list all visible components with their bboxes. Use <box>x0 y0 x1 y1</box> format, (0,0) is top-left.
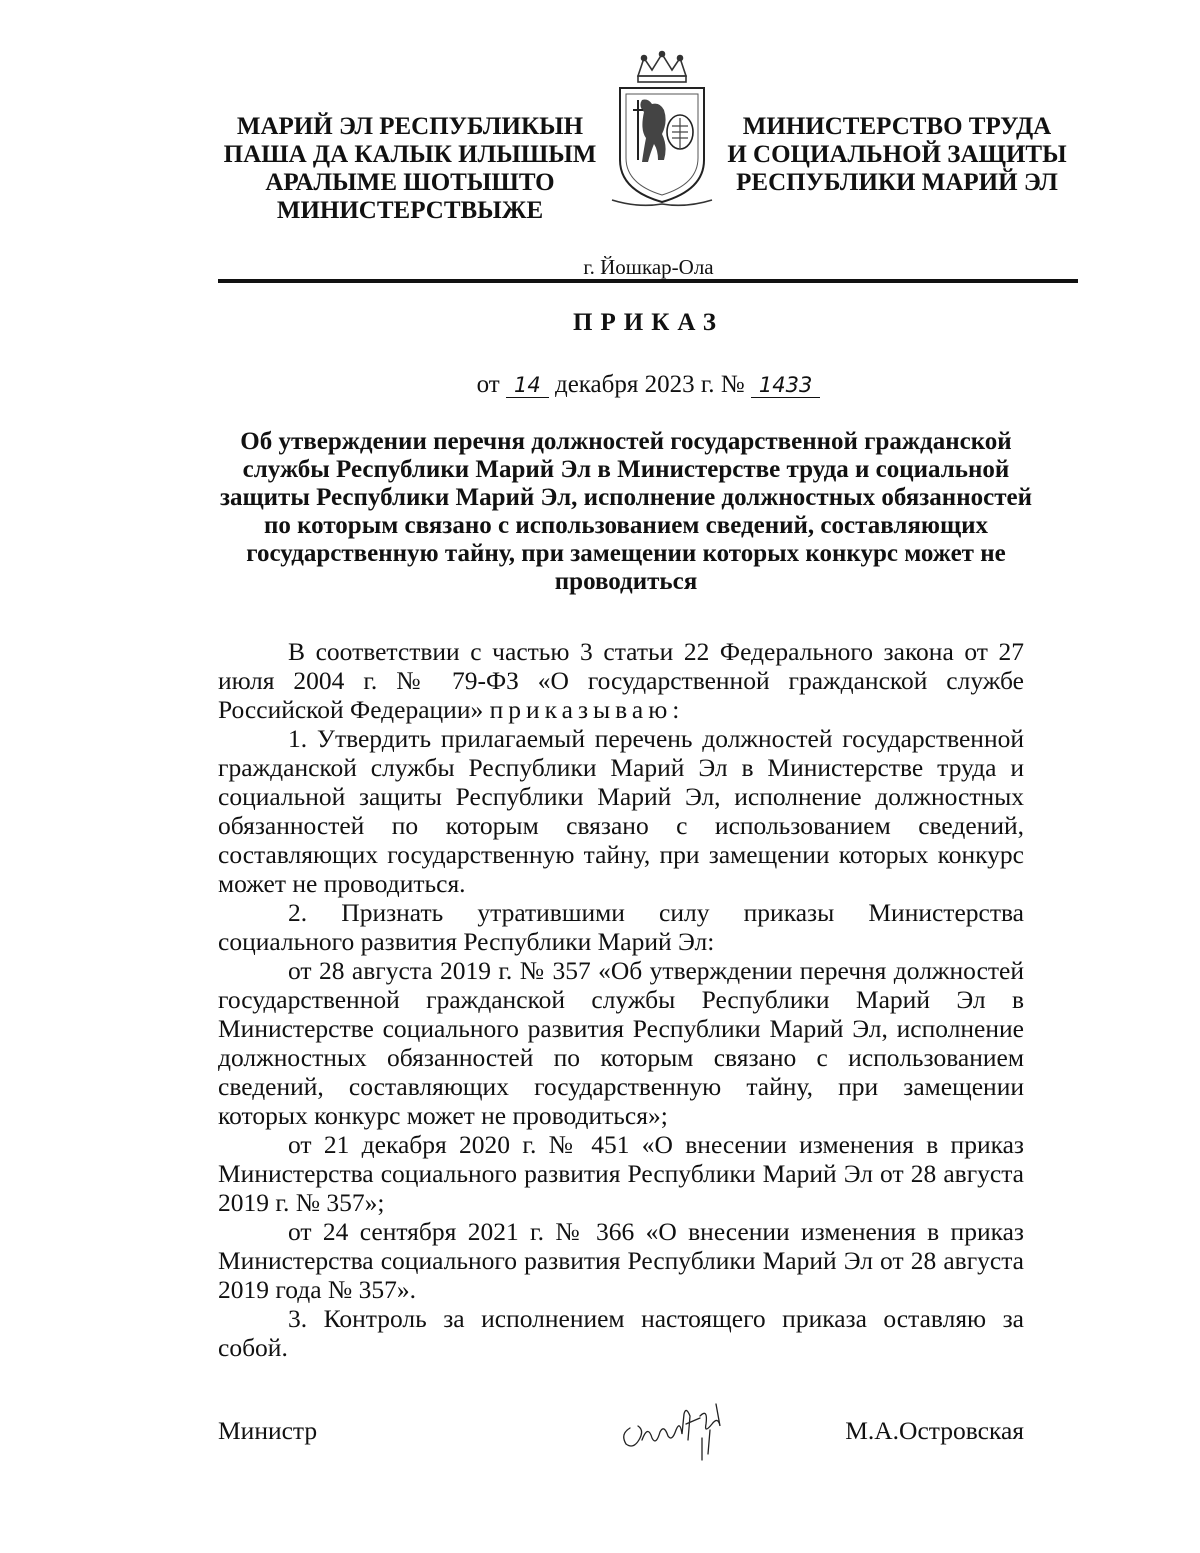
header-left-line: МИНИСТЕРСТВЫЖЕ <box>276 197 544 224</box>
order-subject: Об утверждении перечня должностей государственной гражданской службы Республики Марий Эл в Министерстве труда и социальной защиты Республики Марий Эл, исполнение должностных обязанностей по которым связано с использованием сведений, составляющих государственную тайну, при замещении которых конкурс может не проводиться <box>219 428 1032 595</box>
intro-text: В соответствии с частью 3 статьи 22 Федерального закона от 27 июля 2004 г. № 79-ФЗ «О государственной гражданской службе Российской Федерации» <box>218 637 1024 724</box>
document-title: ПРИКАЗ <box>573 309 724 336</box>
signature-block <box>218 1412 1024 1492</box>
body-paragraph-2a: от 28 августа 2019 г. № 357 «Об утверждении перечня должностей государственной гражданской службы Республики Марий Эл в Министерстве социального развития Республики Марий Эл, исполнение должностных обязанностей по которым связано с использованием сведений, составляющих государственную тайну, при замещении которых конкурс может не проводиться»; <box>218 956 1024 1130</box>
date-prefix: от <box>476 371 500 398</box>
header-left-line: АРАЛЫМЕ ШОТЫШТО <box>265 169 555 196</box>
body-paragraph-2: 2. Признать утратившими силу приказы Министерства социального развития Республики Марий Эл: <box>218 898 1024 956</box>
signatory-name: М.А.Островская <box>845 1416 1024 1445</box>
header-divider <box>218 279 1078 283</box>
city-name: г. Йошкар-Ола <box>583 255 714 279</box>
order-body <box>218 637 1024 1362</box>
body-paragraph-2c: от 24 сентября 2021 г. № 366 «О внесении изменения в приказ Министерства социального развития Республики Марий Эл от 28 августа 2019 года № 357». <box>218 1217 1024 1304</box>
handwritten-signature-icon <box>616 1394 736 1464</box>
header-right-line: И СОЦИАЛЬНОЙ ЗАЩИТЫ <box>727 141 1067 168</box>
body-paragraph-1: 1. Утвердить прилагаемый перечень должностей государственной гражданской службы Республики Марий Эл в Министерстве труда и социальной защиты Республики Марий Эл, исполнение должностных обязанностей по которым связано с использованием сведений, составляющих государственную тайну, при замещении которых конкурс может не проводиться. <box>218 724 1024 898</box>
order-day-handwritten: 14 <box>506 373 549 398</box>
date-middle: декабря 2023 г. № <box>554 371 745 398</box>
header-left-mari <box>205 113 615 225</box>
order-dateline <box>0 371 1200 399</box>
header-right-line: МИНИСТЕРСТВО ТРУДА <box>742 113 1052 140</box>
body-paragraph-3: 3. Контроль за исполнением настоящего приказа оставляю за собой. <box>218 1304 1024 1362</box>
order-word: приказываю: <box>489 695 685 724</box>
signatory-position: Министр <box>218 1416 318 1445</box>
header-right-russian <box>722 113 1072 197</box>
header-right-line: РЕСПУБЛИКИ МАРИЙ ЭЛ <box>736 169 1058 196</box>
header-left-line: ПАША ДА КАЛЫК ИЛЫШЫМ <box>223 141 597 168</box>
header-left-line: МАРИЙ ЭЛ РЕСПУБЛИКЫН <box>236 113 584 140</box>
coat-of-arms-icon <box>608 50 716 210</box>
body-paragraph-intro <box>218 637 1024 724</box>
order-number-handwritten: 1433 <box>751 373 820 398</box>
body-paragraph-2b: от 21 декабря 2020 г. № 451 «О внесении изменения в приказ Министерства социального развития Республики Марий Эл от 28 августа 2019 г. № 357»; <box>218 1130 1024 1217</box>
